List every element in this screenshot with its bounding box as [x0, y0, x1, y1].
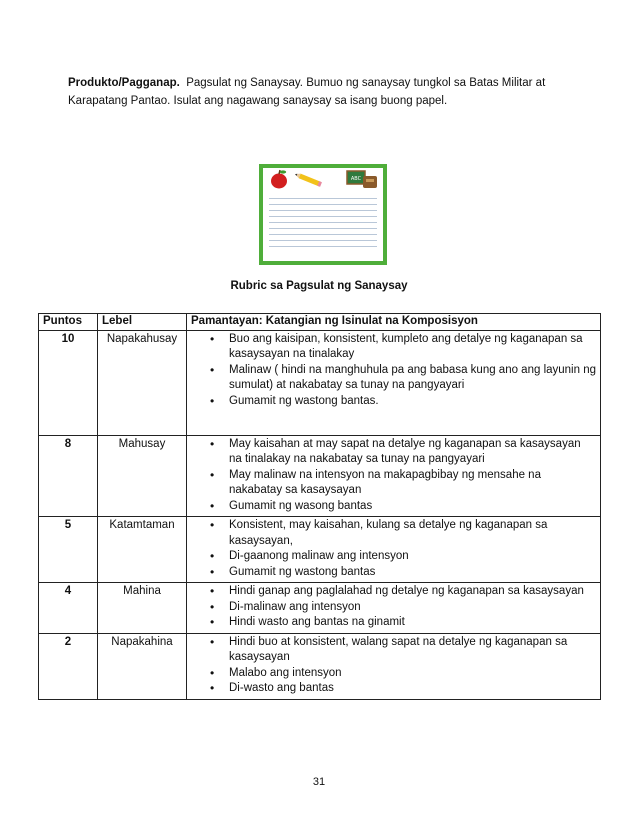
rubric-title: Rubric sa Pagsulat ng Sanaysay [230, 280, 408, 292]
row-level: Mahina [98, 583, 187, 634]
table-row [39, 633, 601, 699]
table-row [39, 435, 601, 517]
rubric-table [38, 313, 601, 700]
row-points: 4 [39, 583, 98, 634]
activity-text: Pagsulat ng Sanaysay. Bumuo ng sanaysay tungkol sa Batas Militar at Karapatang Pantao. Isulat ang nagawang sanaysay sa isang buong papel. [68, 77, 546, 107]
row-points: 8 [39, 435, 98, 517]
row-level: Napakahusay [98, 330, 187, 435]
table-row [39, 517, 601, 583]
criteria-item: • Di-wasto ang bantas [191, 681, 596, 697]
criteria-item: • Konsistent, may kaisahan, kulang sa detalye ng kaganapan sa kasaysayan, [191, 518, 596, 549]
row-level: Mahusay [98, 435, 187, 517]
criteria-item: • Malinaw ( hindi na manghuhula pa ang babasa kung ano ang layunin ng sumulat) at nakabatay sa tunay na pangyayari [191, 363, 596, 394]
criteria-item: • May malinaw na intensyon na makapagbibay ng mensahe na nakabatay sa kasaysayan [191, 468, 596, 499]
criteria-item: • Malabo ang intensyon [191, 666, 596, 682]
activity-instructions [68, 74, 588, 110]
header-puntos: Puntos [39, 314, 98, 331]
criteria-item: • Gumamit ng wastong bantas [191, 565, 596, 581]
criteria-item: • Buo ang kaisipan, konsistent, kumpleto ang detalye ng kaganapan sa kasaysayan na tinalakay [191, 332, 596, 363]
row-points: 5 [39, 517, 98, 583]
row-criteria [187, 330, 601, 435]
row-criteria [187, 517, 601, 583]
ruled-lines [269, 193, 377, 251]
criteria-item: • May kaisahan at may sapat na detalye ng kaganapan sa kasaysayan na tinalakay na nakabatay sa tunay na pangyayari [191, 437, 596, 468]
row-points: 2 [39, 633, 98, 699]
row-points: 10 [39, 330, 98, 435]
row-level: Katamtaman [98, 517, 187, 583]
header-lebel: Lebel [98, 314, 187, 331]
criteria-item: • Hindi buo at konsistent, walang sapat na detalye ng kaganapan sa kasaysayan [191, 635, 596, 666]
row-criteria [187, 633, 601, 699]
table-row [39, 330, 601, 435]
rubric-header-row [39, 314, 601, 331]
row-criteria [187, 435, 601, 517]
school-supplies-icon [263, 168, 383, 192]
chalkboard-text: ABC [350, 176, 362, 182]
page-number: 31 [312, 776, 326, 788]
activity-heading: Produkto/Pagganap. [68, 77, 180, 89]
criteria-item: • Di-malinaw ang intensyon [191, 600, 596, 616]
criteria-item: • Gumamit ng wastong bantas. [191, 394, 596, 410]
criteria-item: • Gumamit ng wasong bantas [191, 499, 596, 515]
header-pamantayan: Pamantayan: Katangian ng Isinulat na Komposisyon [187, 314, 601, 331]
row-level: Napakahina [98, 633, 187, 699]
row-criteria [187, 583, 601, 634]
criteria-item: • Hindi ganap ang paglalahad ng detalye ng kaganapan sa kasaysayan [191, 584, 596, 600]
criteria-item: • Di-gaanong malinaw ang intensyon [191, 549, 596, 565]
criteria-item: • Hindi wasto ang bantas na ginamit [191, 615, 596, 631]
table-row [39, 583, 601, 634]
writing-paper-clipart [259, 164, 387, 265]
